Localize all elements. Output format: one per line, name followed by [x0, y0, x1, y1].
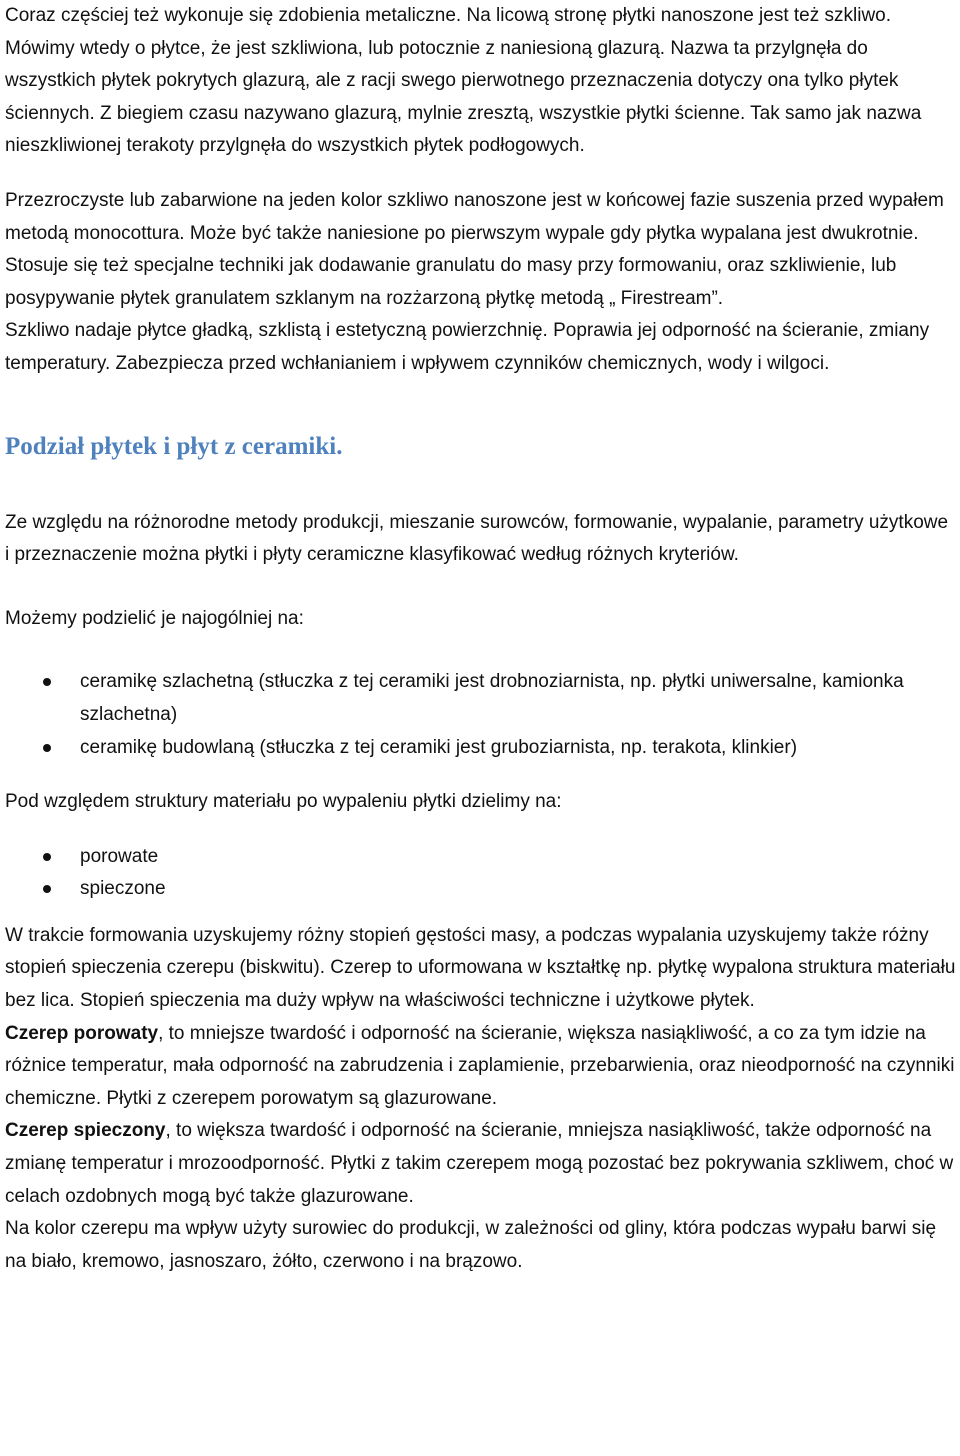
list-item [5, 732, 956, 765]
list-item [5, 841, 956, 874]
paragraph-sintered-body [5, 1115, 956, 1213]
sintered-body-description: , to większa twardość i odporność na ścieranie, mniejsza nasiąkliwość, także odporność na zmianę temperatur i mrozoodporność. Płytki z takim czerepem mogą pozostać bez pokrywania szkliwem, choć w celach ozdobnych mogą być także glazurowane. [5, 1120, 954, 1207]
paragraph-glazing-intro: Coraz częściej też wykonuje się zdobienia metaliczne. Na licową stronę płytki nanoszone jest też szkliwo. Mówimy wtedy o płytce, że jest szkliwiona, lub potocznie z naniesioną glazurą. Nazwa ta przylgnęła do wszystkich płytek pokrytych glazurą, ale z racji swego pierwotnego przeznaczenia dotyczy ona tylko płytek ściennych. Z biegiem czasu nazywano glazurą, mylnie zresztą, wszystkie płytki ścienne. Tak samo jak nazwa nieszkliwionej terakoty przylgnęła do wszystkich płytek podłogowych. [5, 5, 922, 157]
list-item-text: ceramikę budowlaną (stłuczka z tej ceramiki jest gruboziarnista, np. terakota, klinkier) [80, 736, 798, 758]
paragraph-structure-division: Pod względem struktury materiału po wypaleniu płytki dzielimy na: [5, 791, 562, 813]
porous-body-description: , to mniejsze twardość i odporność na ścieranie, większa nasiąkliwość, a co za tym idzie na różnice temperatur, mała odporność na zabrudzenia i zaplamienie, przebarwienia, oraz nieodporność na czynniki chemiczne. Płytki z czerepem porowatym są glazurowane. [5, 1022, 955, 1109]
list-item [5, 873, 956, 906]
paragraph-sintering: W trakcie formowania uzyskujemy różny stopień gęstości masy, a podczas wypalania uzyskujemy także różny stopień spieczenia czerepu (biskwitu). Czerep to uformowana w kształtkę np. płytkę wypalona struktura materiału bez lica. Stopień spieczenia ma duży wpływ na właściwości techniczne i użytkowe płytek. [5, 924, 956, 1012]
bullet-icon [43, 853, 51, 861]
term-sintered-body: Czerep spieczony [5, 1120, 166, 1142]
ceramic-types-list [5, 666, 956, 764]
paragraph-classification-intro: Ze względu na różnorodne metody produkcji, mieszanie surowców, formowanie, wypalanie, parametry użytkowe i przeznaczenie można płytki i płyty ceramiczne klasyfikować według różnych kryteriów. [5, 511, 949, 566]
list-item-text: ceramikę szlachetną (stłuczka z tej ceramiki jest drobnoziarnista, np. płytki uniwersalne, kamionka szlachetna) [80, 671, 904, 725]
list-item [5, 666, 956, 731]
list-item-text: porowate [80, 845, 159, 867]
term-porous-body: Czerep porowaty [5, 1022, 159, 1044]
list-item-text: spieczone [80, 878, 166, 900]
paragraph-porous-body [5, 1018, 956, 1116]
paragraph-general-division: Możemy podzielić je najogólniej na: [5, 607, 304, 629]
paragraph-glaze-properties: Szkliwo nadaje płytce gładką, szklistą i estetyczną powierzchnię. Poprawia jej odporność na ścieranie, zmiany temperatury. Zabezpiecza przed wchłanianiem i wpływem czynników chemicznych, wody i wilgoci. [5, 320, 930, 374]
bullet-icon [43, 744, 51, 752]
paragraph-body-color: Na kolor czerepu ma wpływ użyty surowiec do produkcji, w zależności od gliny, która podczas wypału barwi się na biało, kremowo, jasnoszaro, żółto, czerwono i na brązowo. [5, 1218, 937, 1272]
bullet-icon [43, 885, 51, 893]
bullet-icon [43, 678, 51, 686]
paragraph-glaze-application: Przezroczyste lub zabarwione na jeden kolor szkliwo nanoszone jest w końcowej fazie suszenia przed wypałem metodą monocottura. Może być także naniesione po pierwszym wypale gdy płytka wypalana jest dwukrotnie. Stosuje się też specjalne techniki jak dodawanie granulatu do masy przy formowaniu, oraz szkliwienie, lub posypywanie płytek granulatem szklanym na rozżarzoną płytkę metodą „ Firestream”. [5, 189, 944, 309]
structure-types-list [5, 841, 956, 906]
section-heading: Podział płytek i płyt z ceramiki. [5, 432, 343, 460]
